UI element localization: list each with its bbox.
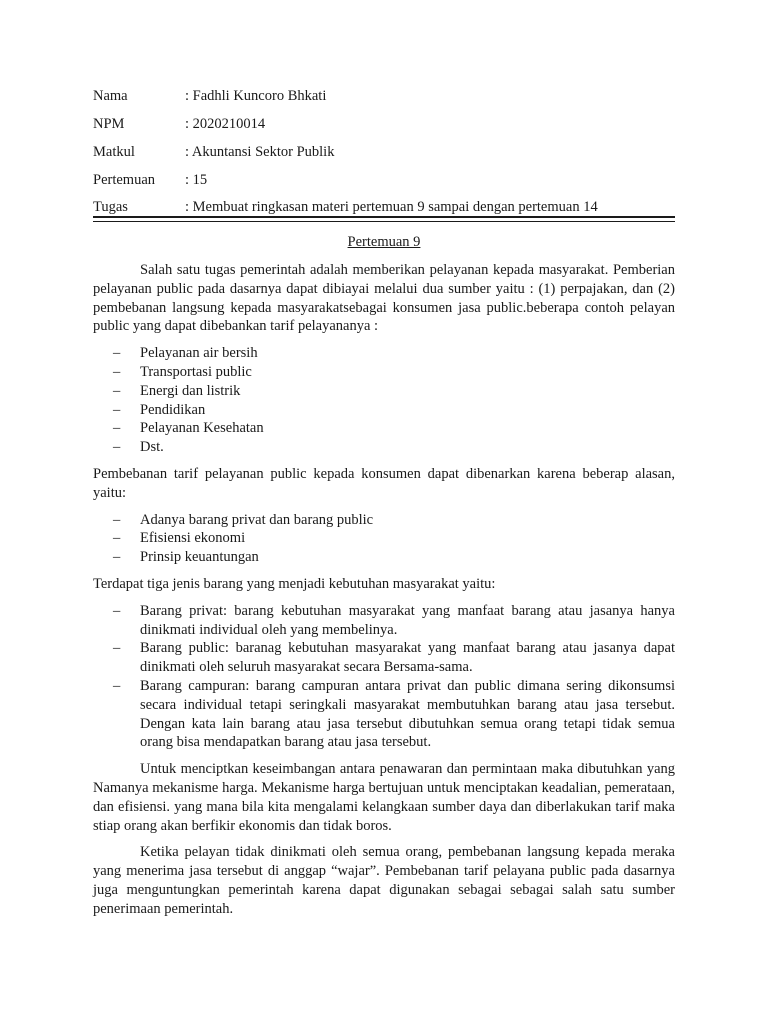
- header-value: : 2020210014: [185, 116, 266, 132]
- dash-bullet: –: [113, 363, 121, 380]
- dash-bullet: –: [113, 382, 121, 399]
- paragraph-reasons: Pembebanan tarif pelayanan public kepada konsumen dapat dibenarkan karena beberap alasan, yaitu:: [93, 465, 675, 501]
- list-reasons: [93, 511, 675, 567]
- header-row-pertemuan: [93, 170, 675, 190]
- header-label: Matkul: [93, 144, 135, 160]
- list-item: – Adanya barang privat dan barang public: [113, 511, 374, 528]
- header-value: : Membuat ringkasan materi pertemuan 9 sampai dengan pertemuan 14: [185, 199, 598, 215]
- section-title: Pertemuan 9: [347, 234, 421, 250]
- header-divider-thick: [93, 216, 675, 218]
- list-goods-types: [93, 602, 675, 752]
- dash-bullet: –: [113, 401, 121, 418]
- header-label: Nama: [93, 88, 128, 104]
- dash-bullet: –: [113, 511, 121, 528]
- paragraph-direct-charging: Ketika pelayan tidak dinikmati oleh semua orang, pembebanan langsung kepada meraka yang menerima jasa tersebut di anggap “wajar”. Pembebanan tarif pelayana public pada dasarnya juga menguntungkan pemerintah karena dapat digunakan sebagai sebagai salah satu sumber penerimaan pemerintah.: [93, 844, 675, 917]
- dash-bullet: –: [113, 640, 121, 657]
- list-item: – Pelayanan Kesehatan: [113, 420, 264, 437]
- header-value: : 15: [185, 172, 208, 188]
- paragraph-intro: Salah satu tugas pemerintah adalah memberikan pelayanan kepada masyarakat. Pemberian pelayanan public pada dasarnya dapat dibiayai melalui dua sumber yaitu : (1) perpajakan, dan (2) pembebanan langsung kepada masyarakatsebagai konsumen jasa public.beberapa contoh pelayan public yang dapat dibebankan tarif pelayananya :: [93, 262, 675, 335]
- list-public-services: [93, 344, 675, 457]
- paragraph-goods-types: Terdapat tiga jenis barang yang menjadi kebutuhan masyarakat yaitu:: [93, 575, 496, 592]
- dash-bullet: –: [113, 602, 121, 619]
- list-item: – Barang campuran: barang campuran antara privat dan public dimana sering dikonsumsi secara individual tetapi seringkali masyarakat membutuhkan barang atau jasa tersebut. Dengan kata lain barang atau jasa tersebut dibutuhkan semua orang tetapi tidak semua orang bisa mendapatkan barang atau jasa tersebut.: [113, 677, 675, 751]
- header-row-npm: [93, 114, 675, 134]
- list-item: – Pendidikan: [113, 401, 206, 418]
- header-row-tugas: [93, 197, 675, 217]
- list-item: – Prinsip keuantungan: [113, 549, 259, 566]
- list-item: – Dst.: [113, 439, 164, 456]
- list-item: – Efisiensi ekonomi: [113, 530, 246, 547]
- dash-bullet: –: [113, 420, 121, 437]
- paragraph-price-mechanism: Untuk menciptkan keseimbangan antara penawaran dan permintaan maka dibutuhkan yang Namanya mekanisme harga. Mekanisme harga bertujuan untuk menciptakan keadalian, pemerataan, dan efisiensi. yang mana bila kita mengalami kelangkaan sumber daya dan diberlakukan tarif maka stiap orang akan berfikir ekonomis dan tidak boros.: [93, 761, 675, 834]
- header-row-matkul: [93, 142, 675, 162]
- list-item: – Transportasi public: [113, 363, 252, 380]
- header-label: Pertemuan: [93, 172, 156, 188]
- header-divider-thin: [93, 221, 675, 222]
- list-item: – Pelayanan air bersih: [113, 345, 258, 362]
- header-value: : Akuntansi Sektor Publik: [185, 144, 335, 160]
- header-label: NPM: [93, 116, 125, 132]
- header-value: : Fadhli Kuncoro Bhkati: [185, 88, 327, 104]
- dash-bullet: –: [113, 677, 121, 694]
- document-body: [93, 261, 675, 927]
- list-item: – Barang public: baranag kebutuhan masyarakat yang manfaat barang atau jasanya dapat dinikmati oleh seluruh masyarakat secara Bersama-sama.: [113, 640, 675, 676]
- list-item: – Barang privat: barang kebutuhan masyarakat yang manfaat barang atau jasanya hanya dinikmati individual oleh yang membelinya.: [113, 602, 675, 638]
- dash-bullet: –: [113, 530, 121, 547]
- header-row-nama: [93, 86, 675, 106]
- dash-bullet: –: [113, 345, 121, 362]
- dash-bullet: –: [113, 439, 121, 456]
- list-item: – Energi dan listrik: [113, 382, 241, 399]
- header-label: Tugas: [93, 199, 128, 215]
- dash-bullet: –: [113, 549, 121, 566]
